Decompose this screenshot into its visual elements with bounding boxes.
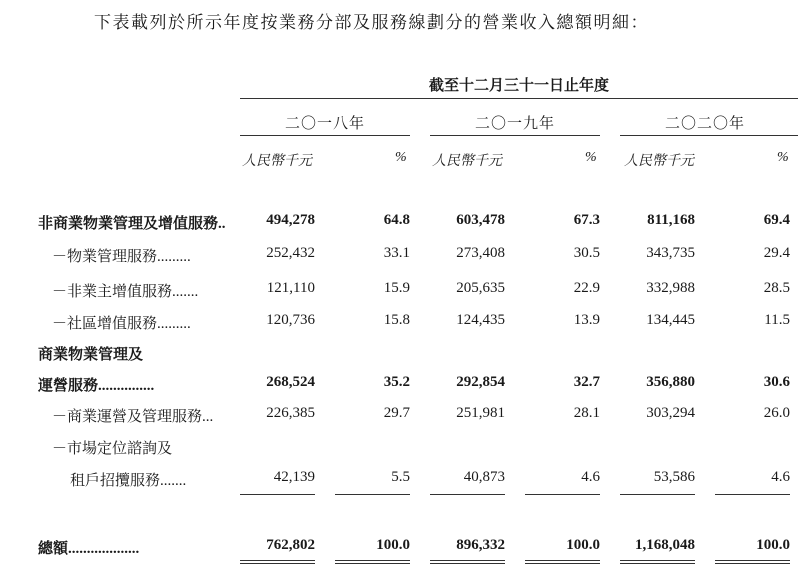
cell-2020-pct: 4.6 (771, 469, 790, 485)
cell-2019-amount: 205,635 (456, 280, 505, 296)
cell-2019-pct: 32.7 (573, 374, 600, 390)
cell-2018-amount: 494,278 (266, 212, 315, 228)
unit-pct: % (395, 150, 407, 165)
cell-2020-pct: 26.0 (763, 405, 790, 421)
subtotal-rule (240, 494, 315, 495)
cell-2019-amount: 292,854 (456, 374, 505, 390)
cell-2020-pct: 28.5 (763, 280, 790, 296)
period-header: 截至十二月三十一日止年度 (428, 78, 609, 94)
row-label: －市場定位諮詢及 (52, 441, 173, 457)
cell-2019-pct: 4.6 (581, 469, 600, 485)
total-2018-amount: 762,802 (266, 537, 315, 553)
cell-2020-amount: 134,445 (646, 312, 695, 328)
cell-2018-pct: 15.9 (383, 280, 410, 296)
cell-2018-amount: 121,110 (266, 280, 315, 296)
cell-2020-pct: 29.4 (763, 245, 790, 261)
total-double-rule (335, 560, 410, 561)
cell-2019-amount: 124,435 (456, 312, 505, 328)
unit-amount: 人民幣千元 (624, 154, 694, 169)
cell-2019-amount: 40,873 (463, 469, 505, 485)
total-double-rule (335, 563, 410, 564)
unit-pct: % (585, 150, 597, 165)
row-label: 租戶招攬服務....... (70, 473, 187, 489)
cell-2018-pct: 15.8 (383, 312, 410, 328)
cell-2019-pct: 67.3 (573, 212, 600, 228)
total-double-rule (240, 563, 315, 564)
row-label: －商業運營及管理服務... (52, 409, 214, 425)
total-label: 總額................... (38, 541, 140, 557)
cell-2018-amount: 252,432 (266, 245, 315, 261)
total-double-rule (620, 563, 695, 564)
total-2020-pct: 100.0 (756, 537, 790, 553)
cell-2018-amount: 226,385 (266, 405, 315, 421)
year-underline (430, 135, 600, 136)
cell-2020-amount: 811,168 (647, 212, 695, 228)
total-double-rule (620, 560, 695, 561)
total-double-rule (240, 560, 315, 561)
total-double-rule (430, 563, 505, 564)
total-2020-amount: 1,168,048 (635, 537, 695, 553)
total-double-rule (715, 560, 790, 561)
row-label: 商業物業管理及 (38, 347, 144, 363)
cell-2020-pct: 30.6 (763, 374, 790, 390)
cell-2020-amount: 53,586 (653, 469, 695, 485)
cell-2019-pct: 22.9 (573, 280, 600, 296)
total-2019-pct: 100.0 (566, 537, 600, 553)
cell-2018-amount: 120,736 (266, 312, 315, 328)
cell-2018-pct: 64.8 (383, 212, 410, 228)
year-2018: 二〇一八年 (284, 116, 365, 132)
cell-2019-pct: 28.1 (573, 405, 600, 421)
cell-2020-amount: 332,988 (646, 280, 695, 296)
cell-2019-amount: 603,478 (456, 212, 505, 228)
total-double-rule (525, 560, 600, 561)
year-2020: 二〇二〇年 (664, 116, 745, 132)
cell-2020-amount: 343,735 (646, 245, 695, 261)
subtotal-rule (430, 494, 505, 495)
cell-2018-pct: 35.2 (383, 374, 410, 390)
subtotal-rule (715, 494, 790, 495)
unit-amount: 人民幣千元 (432, 154, 502, 169)
total-2018-pct: 100.0 (376, 537, 410, 553)
period-underline (240, 98, 798, 99)
total-double-rule (525, 563, 600, 564)
cell-2019-amount: 273,408 (456, 245, 505, 261)
cell-2020-amount: 356,880 (646, 374, 695, 390)
cell-2018-amount: 268,524 (266, 374, 315, 390)
cell-2020-amount: 303,294 (646, 405, 695, 421)
row-label: －物業管理服務......... (52, 249, 191, 265)
cell-2018-pct: 33.1 (383, 245, 410, 261)
total-double-rule (430, 560, 505, 561)
unit-pct: % (777, 150, 789, 165)
intro-text: 下表載列於所示年度按業務分部及服務線劃分的營業收入總額明細： (94, 13, 649, 32)
cell-2019-pct: 13.9 (573, 312, 600, 328)
year-underline (620, 135, 798, 136)
total-2019-amount: 896,332 (456, 537, 505, 553)
unit-amount: 人民幣千元 (242, 154, 312, 169)
cell-2020-pct: 69.4 (763, 212, 790, 228)
subtotal-rule (525, 494, 600, 495)
cell-2018-pct: 5.5 (391, 469, 410, 485)
cell-2020-pct: 11.5 (764, 312, 790, 328)
subtotal-rule (620, 494, 695, 495)
year-2019: 二〇一九年 (474, 116, 555, 132)
row-label: －非業主增值服務....... (52, 284, 199, 300)
subtotal-rule (335, 494, 410, 495)
total-double-rule (715, 563, 790, 564)
row-label: －社區增值服務......... (52, 316, 191, 332)
cell-2018-pct: 29.7 (383, 405, 410, 421)
cell-2019-pct: 30.5 (573, 245, 600, 261)
year-underline (240, 135, 410, 136)
row-label: 非商業物業管理及增值服務.. (38, 216, 226, 232)
cell-2019-amount: 251,981 (456, 405, 505, 421)
cell-2018-amount: 42,139 (273, 469, 315, 485)
row-label: 運營服務............... (38, 378, 155, 394)
